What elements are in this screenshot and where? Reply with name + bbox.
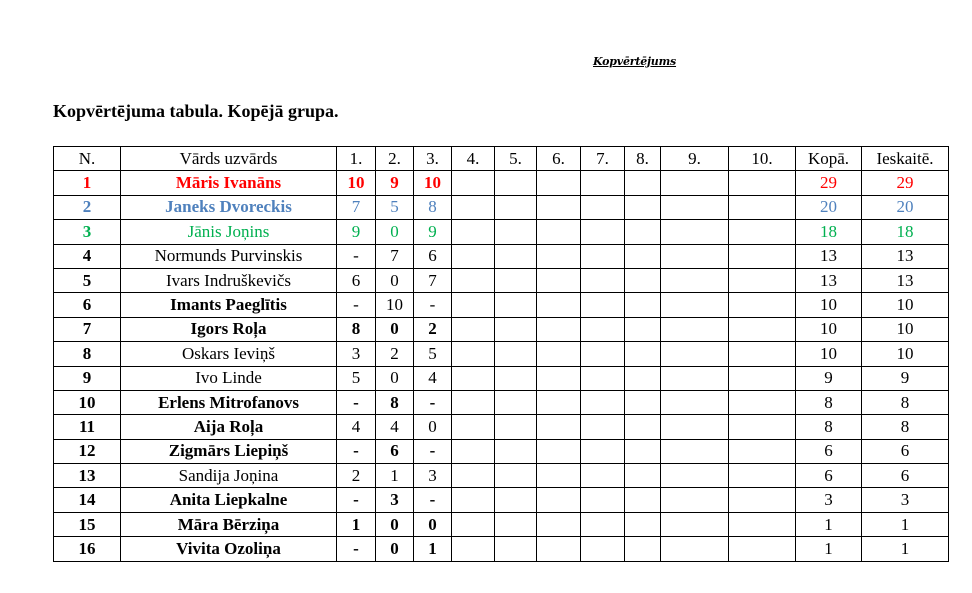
stage-8-score-cell — [625, 464, 661, 488]
total-cell: 8 — [796, 415, 862, 439]
row-number-cell: 12 — [54, 439, 121, 463]
stage-8-score-cell — [625, 415, 661, 439]
stage-8-score-cell — [625, 390, 661, 414]
stage-10-score-cell — [729, 415, 796, 439]
stage-3-score-cell: 10 — [414, 171, 452, 195]
stage-3-score-cell: 0 — [414, 512, 452, 536]
stage-6-score-cell — [537, 220, 581, 244]
participant-name-cell: Imants Paeglītis — [121, 293, 337, 317]
table-row — [54, 366, 949, 390]
participant-name-cell: Normunds Purvinskis — [121, 244, 337, 268]
stage-10-score-cell — [729, 537, 796, 561]
stage-7-score-cell — [581, 317, 625, 341]
stage-5-score-cell — [495, 268, 537, 292]
stage-2-score-cell: 5 — [376, 195, 414, 219]
stage-9-score-cell — [661, 293, 729, 317]
row-number-cell: 1 — [54, 171, 121, 195]
stage-5-score-cell — [495, 220, 537, 244]
stage-5-score-cell — [495, 537, 537, 561]
stage-1-score-cell: - — [337, 293, 376, 317]
row-number-cell: 11 — [54, 415, 121, 439]
total-cell: 9 — [796, 366, 862, 390]
stage-4-score-cell — [452, 415, 495, 439]
stage-1-score-cell: 5 — [337, 366, 376, 390]
row-number-cell: 5 — [54, 268, 121, 292]
stage-6-score-cell — [537, 488, 581, 512]
stage-5-score-cell — [495, 171, 537, 195]
table-row — [54, 512, 949, 536]
stage-7-score-cell — [581, 268, 625, 292]
header-cell-number: N. — [54, 147, 121, 171]
header-cell-stage-1: 1. — [337, 147, 376, 171]
counted-cell: 3 — [862, 488, 949, 512]
counted-cell: 13 — [862, 244, 949, 268]
stage-2-score-cell: 3 — [376, 488, 414, 512]
stage-1-score-cell: - — [337, 390, 376, 414]
total-cell: 10 — [796, 342, 862, 366]
stage-5-score-cell — [495, 439, 537, 463]
stage-5-score-cell — [495, 488, 537, 512]
stage-4-score-cell — [452, 464, 495, 488]
stage-6-score-cell — [537, 171, 581, 195]
stage-2-score-cell: 6 — [376, 439, 414, 463]
stage-10-score-cell — [729, 342, 796, 366]
header-cell-stage-7: 7. — [581, 147, 625, 171]
stage-5-score-cell — [495, 464, 537, 488]
counted-cell: 6 — [862, 464, 949, 488]
total-cell: 13 — [796, 268, 862, 292]
participant-name-cell: Zigmārs Liepiņš — [121, 439, 337, 463]
results-table — [53, 146, 949, 562]
stage-4-score-cell — [452, 439, 495, 463]
participant-name-cell: Aija Roļa — [121, 415, 337, 439]
header-cell-stage-5: 5. — [495, 147, 537, 171]
participant-name-cell: Jānis Joņins — [121, 220, 337, 244]
stage-10-score-cell — [729, 439, 796, 463]
stage-2-score-cell: 2 — [376, 342, 414, 366]
stage-1-score-cell: - — [337, 244, 376, 268]
stage-2-score-cell: 0 — [376, 268, 414, 292]
stage-8-score-cell — [625, 220, 661, 244]
table-row — [54, 220, 949, 244]
row-number-cell: 7 — [54, 317, 121, 341]
counted-cell: 9 — [862, 366, 949, 390]
row-number-cell: 6 — [54, 293, 121, 317]
stage-10-score-cell — [729, 464, 796, 488]
stage-8-score-cell — [625, 268, 661, 292]
table-row — [54, 244, 949, 268]
stage-4-score-cell — [452, 244, 495, 268]
stage-9-score-cell — [661, 537, 729, 561]
stage-4-score-cell — [452, 342, 495, 366]
participant-name-cell: Māris Ivanāns — [121, 171, 337, 195]
participant-name-cell: Māra Bērziņa — [121, 512, 337, 536]
table-row — [54, 342, 949, 366]
stage-6-score-cell — [537, 512, 581, 536]
stage-8-score-cell — [625, 342, 661, 366]
stage-3-score-cell: 2 — [414, 317, 452, 341]
stage-6-score-cell — [537, 268, 581, 292]
row-number-cell: 9 — [54, 366, 121, 390]
stage-6-score-cell — [537, 439, 581, 463]
stage-4-score-cell — [452, 317, 495, 341]
header-cell-stage-2: 2. — [376, 147, 414, 171]
stage-7-score-cell — [581, 537, 625, 561]
stage-6-score-cell — [537, 195, 581, 219]
row-number-cell: 4 — [54, 244, 121, 268]
stage-5-score-cell — [495, 293, 537, 317]
row-number-cell: 14 — [54, 488, 121, 512]
stage-3-score-cell: 6 — [414, 244, 452, 268]
stage-9-score-cell — [661, 464, 729, 488]
stage-2-score-cell: 0 — [376, 220, 414, 244]
total-cell: 1 — [796, 512, 862, 536]
stage-8-score-cell — [625, 195, 661, 219]
stage-4-score-cell — [452, 220, 495, 244]
stage-8-score-cell — [625, 512, 661, 536]
stage-8-score-cell — [625, 488, 661, 512]
stage-3-score-cell: 4 — [414, 366, 452, 390]
total-cell: 1 — [796, 537, 862, 561]
stage-9-score-cell — [661, 268, 729, 292]
stage-7-score-cell — [581, 342, 625, 366]
table-row — [54, 415, 949, 439]
stage-4-score-cell — [452, 390, 495, 414]
stage-6-score-cell — [537, 244, 581, 268]
stage-5-score-cell — [495, 366, 537, 390]
stage-7-score-cell — [581, 390, 625, 414]
stage-1-score-cell: 6 — [337, 268, 376, 292]
table-row — [54, 317, 949, 341]
participant-name-cell: Vivita Ozoliņa — [121, 537, 337, 561]
stage-5-score-cell — [495, 195, 537, 219]
stage-8-score-cell — [625, 244, 661, 268]
stage-9-score-cell — [661, 342, 729, 366]
stage-8-score-cell — [625, 293, 661, 317]
participant-name-cell: Sandija Joņina — [121, 464, 337, 488]
counted-cell: 20 — [862, 195, 949, 219]
row-number-cell: 2 — [54, 195, 121, 219]
counted-cell: 8 — [862, 390, 949, 414]
participant-name-cell: Anita Liepkalne — [121, 488, 337, 512]
counted-cell: 6 — [862, 439, 949, 463]
stage-8-score-cell — [625, 317, 661, 341]
participant-name-cell: Erlens Mitrofanovs — [121, 390, 337, 414]
participant-name-cell: Janeks Dvoreckis — [121, 195, 337, 219]
stage-1-score-cell: 9 — [337, 220, 376, 244]
stage-4-score-cell — [452, 293, 495, 317]
stage-7-score-cell — [581, 439, 625, 463]
stage-6-score-cell — [537, 537, 581, 561]
stage-3-score-cell: - — [414, 488, 452, 512]
stage-4-score-cell — [452, 268, 495, 292]
stage-6-score-cell — [537, 366, 581, 390]
document-heading: Kopvērtējums — [593, 55, 677, 68]
table-row — [54, 171, 949, 195]
stage-10-score-cell — [729, 195, 796, 219]
participant-name-cell: Ivars Indruškevičs — [121, 268, 337, 292]
stage-1-score-cell: - — [337, 488, 376, 512]
table-row — [54, 439, 949, 463]
stage-10-score-cell — [729, 366, 796, 390]
stage-1-score-cell: 1 — [337, 512, 376, 536]
stage-3-score-cell: 0 — [414, 415, 452, 439]
header-cell-counted: Ieskaitē. — [862, 147, 949, 171]
total-cell: 29 — [796, 171, 862, 195]
stage-3-score-cell: - — [414, 439, 452, 463]
stage-10-score-cell — [729, 488, 796, 512]
counted-cell: 10 — [862, 342, 949, 366]
stage-10-score-cell — [729, 171, 796, 195]
stage-6-score-cell — [537, 317, 581, 341]
total-cell: 10 — [796, 293, 862, 317]
stage-5-score-cell — [495, 512, 537, 536]
stage-1-score-cell: 4 — [337, 415, 376, 439]
total-cell: 18 — [796, 220, 862, 244]
table-header-row — [54, 147, 949, 171]
stage-6-score-cell — [537, 464, 581, 488]
table-row — [54, 293, 949, 317]
stage-5-score-cell — [495, 415, 537, 439]
stage-10-score-cell — [729, 268, 796, 292]
stage-5-score-cell — [495, 317, 537, 341]
stage-7-score-cell — [581, 244, 625, 268]
stage-7-score-cell — [581, 464, 625, 488]
stage-7-score-cell — [581, 220, 625, 244]
stage-7-score-cell — [581, 415, 625, 439]
stage-10-score-cell — [729, 244, 796, 268]
stage-9-score-cell — [661, 244, 729, 268]
stage-4-score-cell — [452, 195, 495, 219]
stage-9-score-cell — [661, 220, 729, 244]
stage-2-score-cell: 0 — [376, 317, 414, 341]
row-number-cell: 16 — [54, 537, 121, 561]
stage-7-score-cell — [581, 171, 625, 195]
total-cell: 6 — [796, 464, 862, 488]
stage-3-score-cell: 3 — [414, 464, 452, 488]
stage-2-score-cell: 1 — [376, 464, 414, 488]
counted-cell: 1 — [862, 537, 949, 561]
table-caption: Kopvērtējuma tabula. Kopējā grupa. — [53, 101, 339, 121]
header-cell-stage-10: 10. — [729, 147, 796, 171]
stage-9-score-cell — [661, 439, 729, 463]
table-row — [54, 537, 949, 561]
stage-2-score-cell: 7 — [376, 244, 414, 268]
participant-name-cell: Ivo Linde — [121, 366, 337, 390]
stage-9-score-cell — [661, 195, 729, 219]
stage-6-score-cell — [537, 293, 581, 317]
stage-1-score-cell: - — [337, 439, 376, 463]
header-cell-stage-4: 4. — [452, 147, 495, 171]
counted-cell: 13 — [862, 268, 949, 292]
stage-9-score-cell — [661, 171, 729, 195]
counted-cell: 18 — [862, 220, 949, 244]
stage-2-score-cell: 10 — [376, 293, 414, 317]
stage-7-score-cell — [581, 195, 625, 219]
stage-10-score-cell — [729, 390, 796, 414]
stage-8-score-cell — [625, 537, 661, 561]
stage-10-score-cell — [729, 512, 796, 536]
participant-name-cell: Oskars Ieviņš — [121, 342, 337, 366]
stage-2-score-cell: 0 — [376, 512, 414, 536]
header-cell-name: Vārds uzvārds — [121, 147, 337, 171]
stage-9-score-cell — [661, 488, 729, 512]
table-row — [54, 390, 949, 414]
stage-3-score-cell: 8 — [414, 195, 452, 219]
stage-9-score-cell — [661, 390, 729, 414]
stage-1-score-cell: 7 — [337, 195, 376, 219]
counted-cell: 1 — [862, 512, 949, 536]
stage-5-score-cell — [495, 342, 537, 366]
counted-cell: 29 — [862, 171, 949, 195]
stage-4-score-cell — [452, 171, 495, 195]
row-number-cell: 3 — [54, 220, 121, 244]
counted-cell: 10 — [862, 293, 949, 317]
header-cell-total: Kopā. — [796, 147, 862, 171]
stage-4-score-cell — [452, 488, 495, 512]
total-cell: 13 — [796, 244, 862, 268]
stage-9-score-cell — [661, 512, 729, 536]
table-row — [54, 195, 949, 219]
stage-10-score-cell — [729, 317, 796, 341]
counted-cell: 10 — [862, 317, 949, 341]
row-number-cell: 8 — [54, 342, 121, 366]
total-cell: 3 — [796, 488, 862, 512]
stage-9-score-cell — [661, 317, 729, 341]
stage-6-score-cell — [537, 342, 581, 366]
stage-8-score-cell — [625, 439, 661, 463]
counted-cell: 8 — [862, 415, 949, 439]
stage-3-score-cell: 9 — [414, 220, 452, 244]
header-cell-stage-8: 8. — [625, 147, 661, 171]
stage-2-score-cell: 9 — [376, 171, 414, 195]
table-row — [54, 268, 949, 292]
stage-5-score-cell — [495, 390, 537, 414]
stage-9-score-cell — [661, 366, 729, 390]
table-row — [54, 488, 949, 512]
row-number-cell: 13 — [54, 464, 121, 488]
participant-name-cell: Igors Roļa — [121, 317, 337, 341]
total-cell: 20 — [796, 195, 862, 219]
header-cell-stage-3: 3. — [414, 147, 452, 171]
stage-4-score-cell — [452, 366, 495, 390]
stage-7-score-cell — [581, 366, 625, 390]
stage-3-score-cell: 5 — [414, 342, 452, 366]
stage-4-score-cell — [452, 537, 495, 561]
stage-1-score-cell: - — [337, 537, 376, 561]
total-cell: 10 — [796, 317, 862, 341]
stage-10-score-cell — [729, 293, 796, 317]
stage-7-score-cell — [581, 293, 625, 317]
stage-3-score-cell: - — [414, 390, 452, 414]
header-cell-stage-9: 9. — [661, 147, 729, 171]
stage-8-score-cell — [625, 171, 661, 195]
stage-1-score-cell: 8 — [337, 317, 376, 341]
stage-2-score-cell: 8 — [376, 390, 414, 414]
total-cell: 8 — [796, 390, 862, 414]
header-cell-stage-6: 6. — [537, 147, 581, 171]
stage-8-score-cell — [625, 366, 661, 390]
results-table-body — [54, 171, 949, 561]
table-row — [54, 464, 949, 488]
stage-2-score-cell: 4 — [376, 415, 414, 439]
row-number-cell: 15 — [54, 512, 121, 536]
stage-5-score-cell — [495, 244, 537, 268]
stage-9-score-cell — [661, 415, 729, 439]
stage-7-score-cell — [581, 488, 625, 512]
stage-1-score-cell: 10 — [337, 171, 376, 195]
stage-3-score-cell: 1 — [414, 537, 452, 561]
stage-4-score-cell — [452, 512, 495, 536]
stage-6-score-cell — [537, 415, 581, 439]
stage-10-score-cell — [729, 220, 796, 244]
stage-7-score-cell — [581, 512, 625, 536]
row-number-cell: 10 — [54, 390, 121, 414]
stage-3-score-cell: 7 — [414, 268, 452, 292]
stage-2-score-cell: 0 — [376, 366, 414, 390]
stage-1-score-cell: 2 — [337, 464, 376, 488]
stage-3-score-cell: - — [414, 293, 452, 317]
total-cell: 6 — [796, 439, 862, 463]
stage-2-score-cell: 0 — [376, 537, 414, 561]
stage-6-score-cell — [537, 390, 581, 414]
stage-1-score-cell: 3 — [337, 342, 376, 366]
